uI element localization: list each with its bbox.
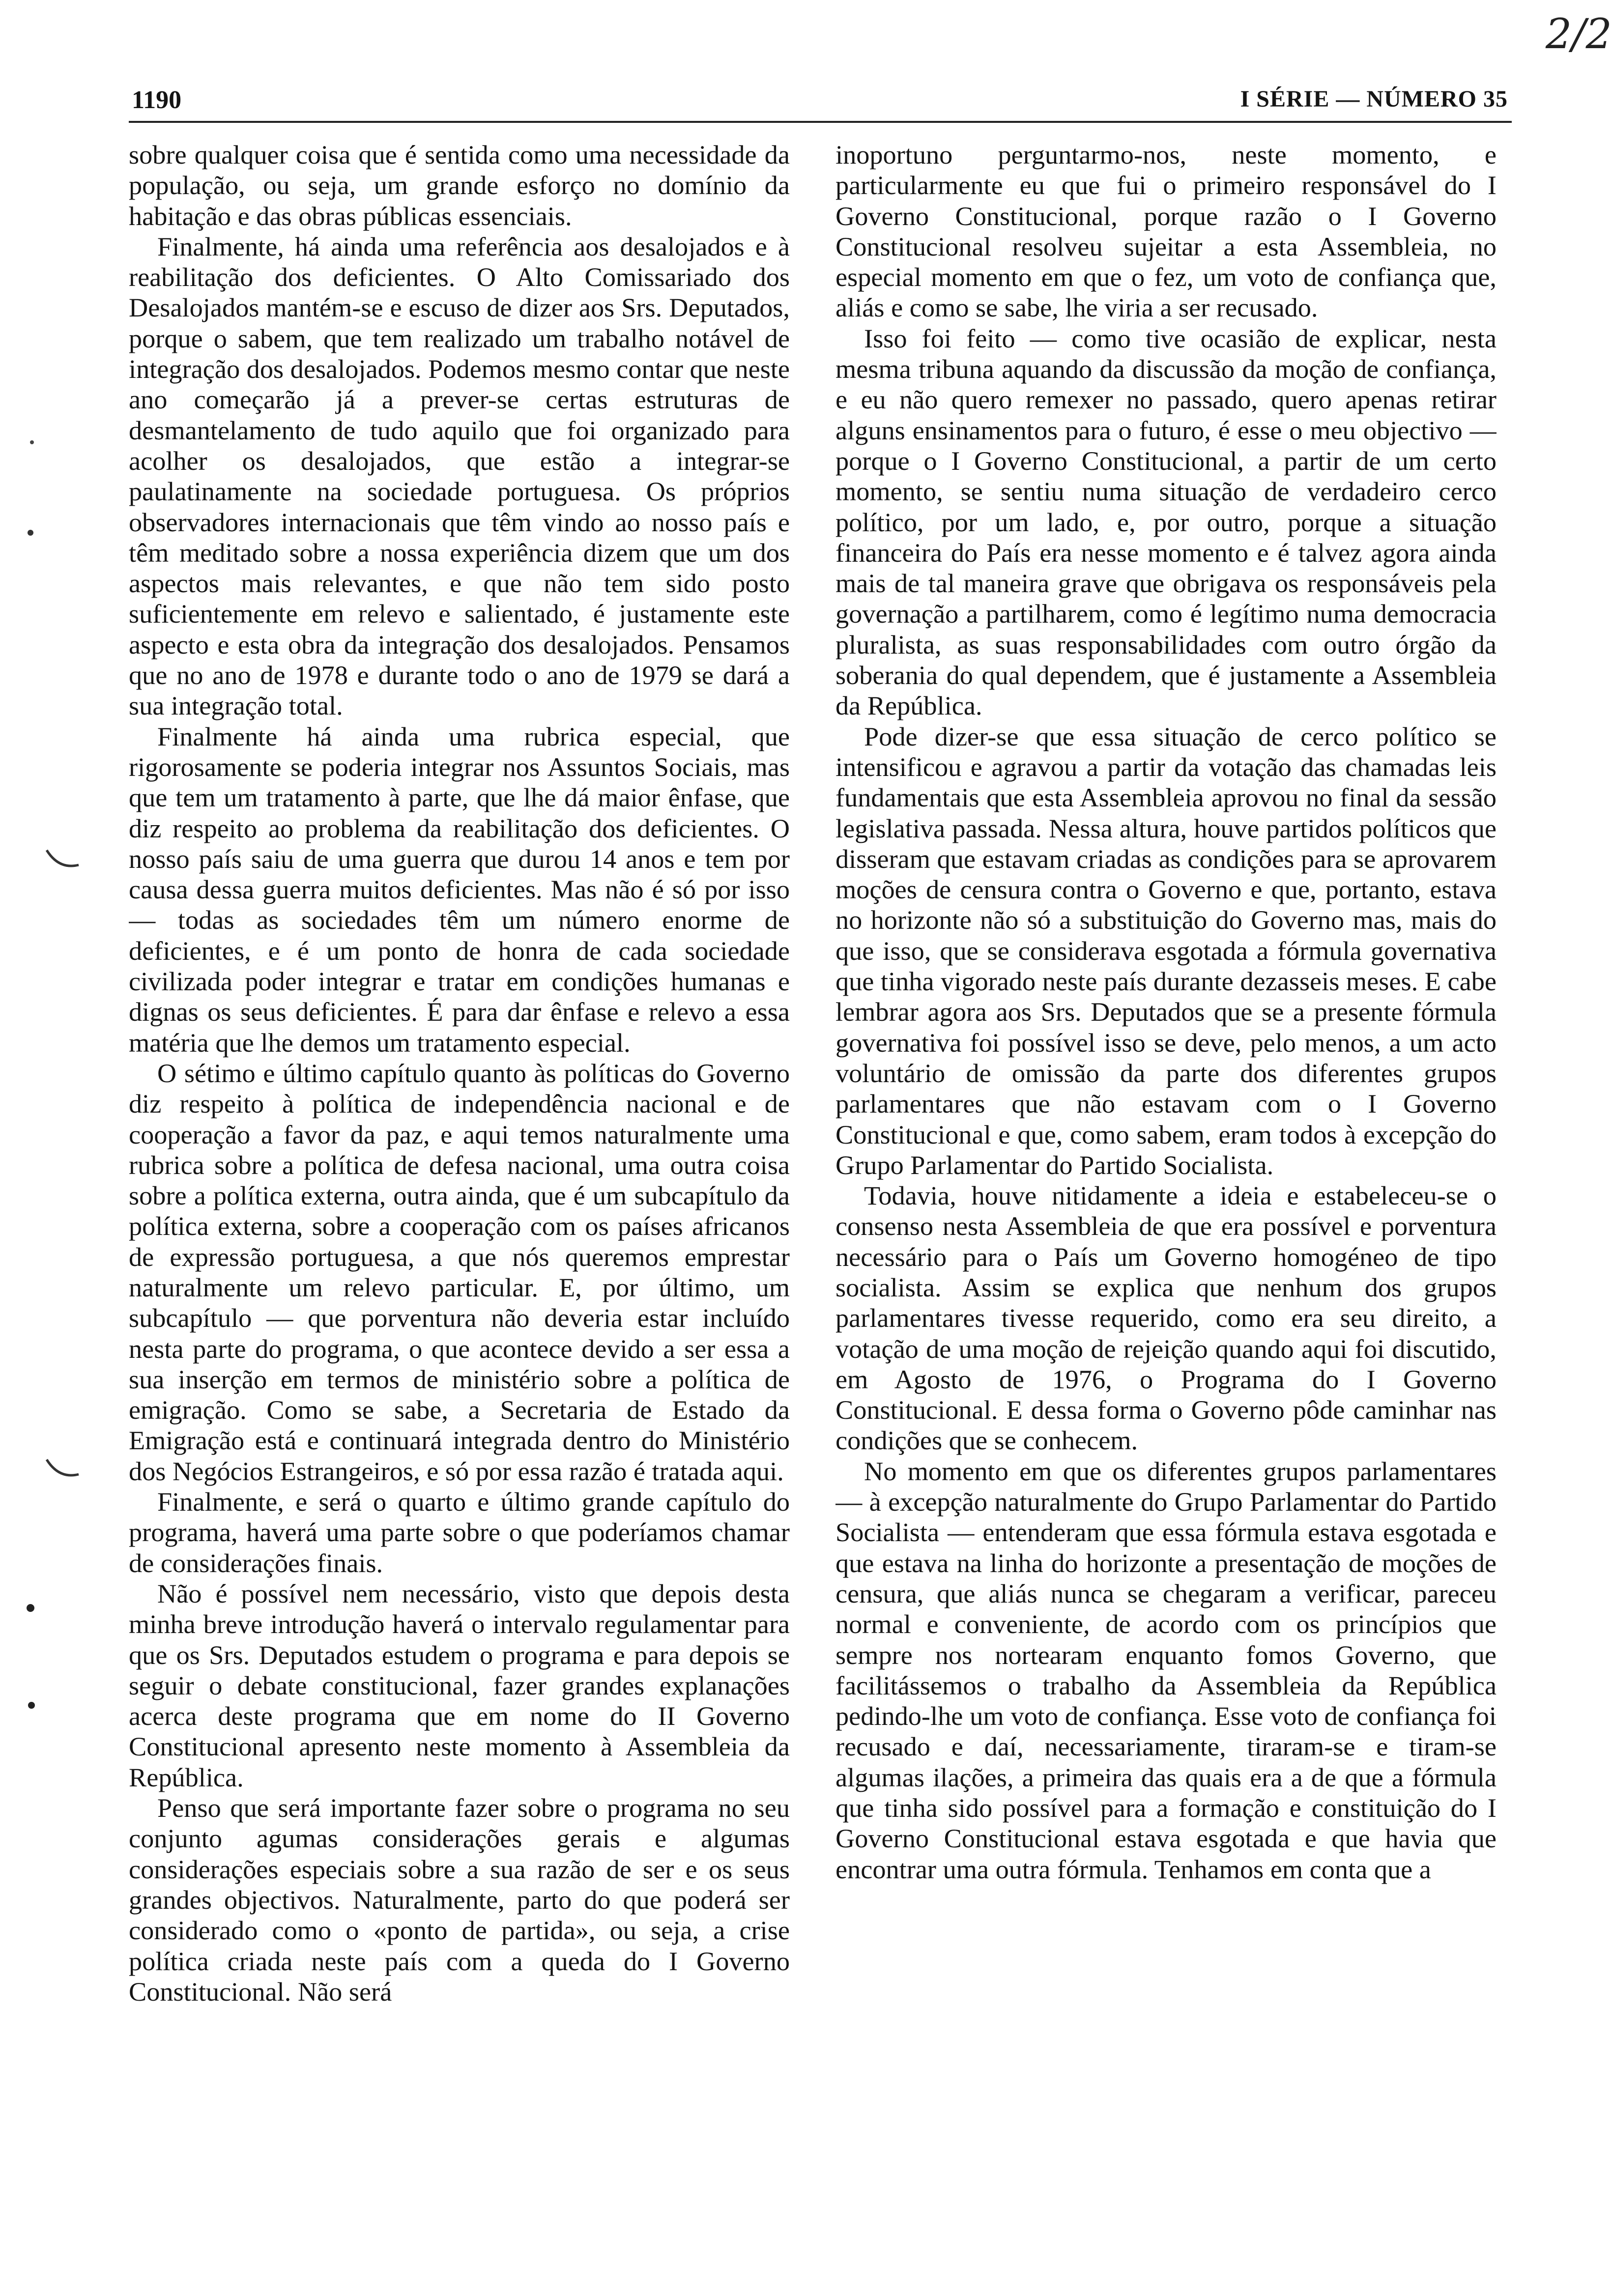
margin-dot	[27, 437, 37, 452]
paragraph: Finalmente há ainda uma rubrica especial, que rigorosamente se poderia integrar nos Assuntos Sociais, mas que tem um tratamento à parte, que lhe dá maior ênfase, que diz respeito ao problema da reabilitação dos deficientes. O nosso país saiu de uma guerra que durou 14 anos e tem por causa dessa guerra muitos deficientes. Mas não é só por isso — todas as sociedades têm um número enorme de deficientes, e é um ponto de honra de cada sociedade civilizada poder integrar e tratar em condições humanas e dignas os seus deficientes. É para dar ênfase e relevo a essa matéria que lhe demos um tratamento especial.	[129, 721, 790, 1058]
paragraph: Isso foi feito — como tive ocasião de explicar, nesta mesma tribuna aquando da discussão da moção de confiança, e eu não quero remexer no passado, quero apenas retirar alguns ensinamentos para o futuro, é esse o meu objectivo — porque o I Governo Constitucional, a partir de um certo momento, se sentiu numa situação de verdadeiro cerco político, por um lado, e, por outro, porque a situação financeira do País era nesse momento e é talvez agora ainda mais de tal maneira grave que obrigava os responsáveis pela governação a partilharem, como é legítimo numa democracia pluralista, as suas responsabilidades com outro órgão da soberania do qual dependem, que é justamente a Assembleia da República.	[835, 323, 1497, 721]
paragraph: Não é possível nem necessário, visto que depois desta minha breve introdução haverá o intervalo regulamentar para que os Srs. Deputados estudem o programa e para depois se seguir o debate constitucional, fazer grandes explanações acerca deste programa que em nome do II Governo Constitucional apresento neste momento à Assembleia da República.	[129, 1578, 790, 1792]
margin-mark	[44, 845, 84, 875]
paragraph: sobre qualquer coisa que é sentida como uma necessidade da população, ou seja, um grande esforço no domínio da habitação e das obras públicas essenciais.	[129, 140, 790, 231]
margin-dot	[26, 1695, 37, 1715]
right-column	[835, 140, 1497, 2194]
paragraph: O sétimo e último capítulo quanto às políticas do Governo diz respeito à política de independência nacional e de cooperação a favor da paz, e aqui temos naturalmente uma rubrica sobre a política de defesa nacional, uma outra coisa sobre a política externa, outra ainda, que é um subcapítulo da política externa, sobre a cooperação com os países africanos de expressão portuguesa, a que nós queremos emprestar naturalmente um relevo particular. E, por último, um subcapítulo — que porventura não deveria estar incluído nesta parte do programa, o que acontece devido a ser essa a sua inserção em termos de ministério sobre a política de emigração. Como se sabe, a Secretaria de Estado da Emigração está e continuará integrada dentro do Ministério dos Negócios Estrangeiros, e só por essa razão é tratada aqui.	[129, 1058, 790, 1486]
margin-mark	[44, 1455, 84, 1484]
paragraph: Pode dizer-se que essa situação de cerco político se intensificou e agravou a partir da votação das chamadas leis fundamentais que esta Assembleia aprovou no final da sessão legislativa passada. Nessa altura, houve partidos políticos que disseram que estavam criadas as condições para se aprovarem moções de censura contra o Governo e que, portanto, estava no horizonte não só a substituição do Governo mas, mais do que isso, que se considerava esgotada a fórmula governativa que tinha vigorado neste país durante dezasseis meses. E cabe lembrar agora aos Srs. Deputados que se a presente fórmula governativa foi possível isso se deve, pelo menos, a um acto voluntário de omissão da parte dos diferentes grupos parlamentares que não estavam com o I Governo Constitucional e que, como sabem, eram todos à excepção do Grupo Parlamentar do Partido Socialista.	[835, 721, 1497, 1180]
margin-dot	[25, 526, 36, 541]
series-label: I SÉRIE — NÚMERO 35	[1240, 86, 1508, 112]
page-mark: 2/2	[1545, 10, 1612, 58]
margin-dot	[25, 1597, 36, 1617]
left-column	[129, 140, 790, 2194]
page-number: 1190	[132, 86, 182, 114]
paragraph: Finalmente, e será o quarto e último grande capítulo do programa, haverá uma parte sobre o que poderíamos chamar de considerações finais.	[129, 1487, 790, 1578]
paragraph: inoportuno perguntarmo-nos, neste momento, e particularmente eu que fui o primeiro responsável do I Governo Constitucional, porque razão o I Governo Constitucional resolveu sujeitar a esta Assembleia, no especial momento em que o fez, um voto de confiança que, aliás e como se sabe, lhe viria a ser recusado.	[835, 140, 1497, 323]
paragraph: No momento em que os diferentes grupos parlamentares — à excepção naturalmente do Grupo Parlamentar do Partido Socialista — entenderam que essa fórmula estava esgotada e que estava na linha do horizonte a presentação de moções de censura, que aliás nunca se chegaram a verificar, pareceu normal e conveniente, de acordo com os princípios que sempre nos nortearam enquanto fomos Governo, que facilitássemos o trabalho da Assembleia da República pedindo-lhe um voto de confiança. Esse voto de confiança foi recusado e daí, necessariamente, tiraram-se e tiram-se algumas ilações, a primeira das quais era a de que a fórmula que tinha sido possível para a formação e constituição do I Governo Constitucional estava esgotada e que havia que encontrar uma outra fórmula. Tenhamos em conta que a	[835, 1456, 1497, 1884]
paragraph: Finalmente, há ainda uma referência aos desalojados e à reabilitação dos deficientes. O Alto Comissariado dos Desalojados mantém-se e escuso de dizer aos Srs. Deputados, porque o sabem, que tem realizado um trabalho notável de integração dos desalojados. Podemos mesmo contar que neste ano começarão já a prever-se certas estruturas de desmantelamento de tudo aquilo que foi organizado para acolher os desalojados, que estão a integrar-se paulatinamente na sociedade portuguesa. Os próprios observadores internacionais que têm vindo ao nosso país e têm meditado sobre a nossa experiência dizem que um dos aspectos mais relevantes, e que não tem sido posto suficientemente em relevo e salientado, é justamente este aspecto e esta obra da integração dos desalojados. Pensamos que no ano de 1978 e durante todo o ano de 1979 se dará a sua integração total.	[129, 231, 790, 721]
page-header	[129, 84, 1512, 123]
paragraph: Todavia, houve nitidamente a ideia e estabeleceu-se o consenso nesta Assembleia de que era possível e porventura necessário para o País um Governo homogéneo de tipo socialista. Assim se explica que nenhum dos grupos parlamentares tivesse requerido, como era seu direito, a votação de uma moção de rejeição quando aqui foi discutido, em Agosto de 1976, o Programa do I Governo Constitucional. E dessa forma o Governo pôde caminhar nas condições que se conhecem.	[835, 1181, 1497, 1456]
paragraph: Penso que será importante fazer sobre o programa no seu conjunto agumas considerações gerais e algumas considerações especiais sobre a sua razão de ser e os seus grandes objectivos. Naturalmente, parto do que poderá ser considerado como o «ponto de partida», ou seja, a crise política criada neste país com a queda do I Governo Constitucional. Não será	[129, 1793, 790, 2007]
